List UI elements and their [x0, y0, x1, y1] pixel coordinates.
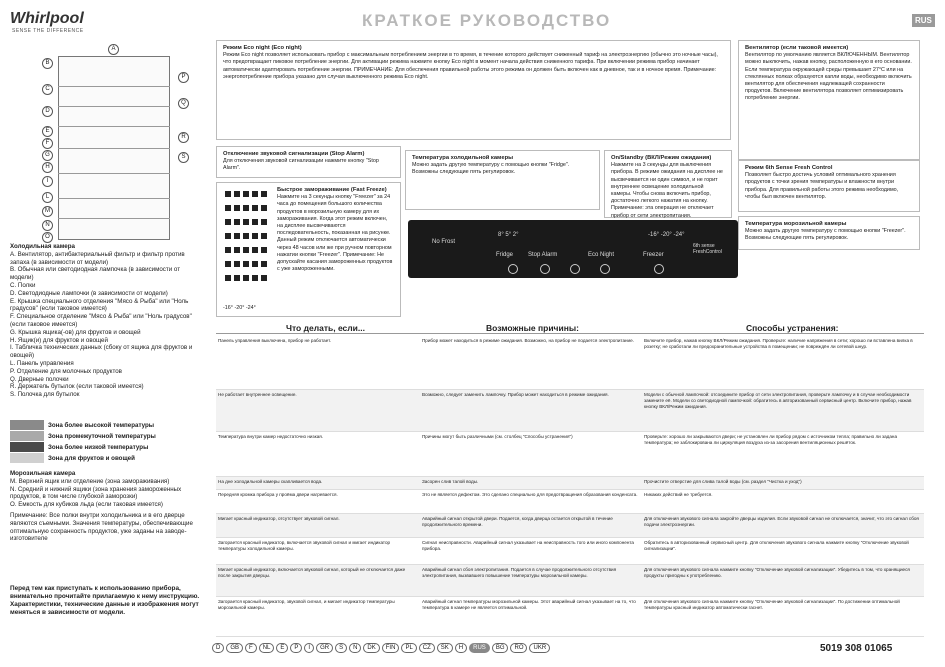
- fridge-temp-title: Температура холодильной камеры: [412, 155, 514, 161]
- on-standby-button[interactable]: [570, 264, 580, 274]
- stop-alarm-title: Отключение звуковой сигнализации (Stop Alarm): [223, 151, 365, 157]
- fan-title: Вентилятор (если таковой имеется): [745, 45, 849, 51]
- zone-swatch: [10, 453, 44, 463]
- display-segment-icon: [252, 205, 258, 211]
- zone-label: Зона для фруктов и овощей: [48, 454, 135, 462]
- display-segment-icon: [243, 205, 249, 211]
- freezer-legend-item: N. Средний и нижний ящики (зона хранения замороженных продуктов, в том числе глубокой заморозки): [10, 485, 182, 501]
- language-chip-rus: RUS: [469, 643, 490, 653]
- legend-item: G. Крышка ящика(-ов) для фруктов и овощей: [10, 328, 141, 336]
- table-row: [216, 514, 924, 538]
- temperature-zones: [10, 420, 202, 464]
- table-cell: Обратитесь в авторизованный сервисный центр. Для отключения звукового сигнала нажмите кнопку "Отключение звуковой сигнализации".: [644, 540, 909, 551]
- display-segment-icon: [261, 205, 267, 211]
- table-cell: Загорается красный индикатор, звуковой сигнал, и мигает индикатор температуры морозильной камеры.: [218, 599, 395, 610]
- stop-alarm-button[interactable]: [540, 264, 550, 274]
- legend-item: L. Панель управления: [10, 359, 74, 367]
- language-chip-dk: DK: [363, 643, 379, 653]
- display-segment-icon: [234, 261, 240, 267]
- zone-row: [10, 442, 202, 452]
- eco-night-title: Режим Eco night (Eco night): [223, 45, 302, 51]
- zone-label: Зона более высокой температуры: [48, 421, 155, 429]
- stop-alarm-text: Для отключения звуковой сигнализации нажмите кнопку "Stop Alarm".: [223, 158, 379, 172]
- fridge-label-a: A: [108, 44, 119, 55]
- display-segment-icon: [234, 233, 240, 239]
- fridge-label-m: M: [42, 206, 53, 217]
- fridge-label-o: O: [42, 232, 53, 243]
- zone-swatch: [10, 431, 44, 441]
- table-row: [216, 336, 924, 390]
- display-segment-icon: [243, 261, 249, 267]
- display-segment-icon: [234, 205, 240, 211]
- fridge-label-p: P: [178, 72, 189, 83]
- stop-alarm-box: [216, 146, 401, 178]
- shelf-line: [58, 148, 170, 149]
- panel-fridge-temps: 8° 5° 2°: [498, 232, 519, 238]
- display-segment-icon: [225, 275, 231, 281]
- on-standby-box: [604, 150, 732, 218]
- fridge-label-g: G: [42, 150, 53, 161]
- on-standby-text: Нажмите на 3 секунды для выключения прибора. В режиме ожидания на дисплее не высвечивается ни один символ, и не горит внутреннее освещение холодильной камеры. Чтобы снова включить прибор, достаточно легкого нажатия на кнопку. Примечание: эта операция не отключает прибор от сети электропитания.: [611, 162, 723, 219]
- language-badge: RUS: [912, 14, 935, 27]
- display-segment-icon: [234, 219, 240, 225]
- fridge-label-r: R: [178, 132, 189, 143]
- table-row: [216, 538, 924, 565]
- bottom-note: Перед тем как приступать к использованию прибора, внимательно прочитайте прилагаемую к нему инструкцию. Характеристики, технические данные и изображения могут меняться в зависимости от модели.: [10, 585, 200, 616]
- display-segment-icon: [252, 233, 258, 239]
- col-what-if: Что делать, если...: [286, 323, 365, 333]
- fridge-label-i: I: [42, 176, 53, 187]
- shelf-line: [58, 126, 170, 127]
- table-cell: Панель управления выключена, прибор не работает.: [218, 338, 331, 343]
- table-cell: Для отключения звукового сигнала закройте дверцы изделия. Если звуковой сигнал не отключается, значит, что это сигнал сбоя подачи электроэнергии.: [644, 516, 919, 527]
- zone-row: [10, 420, 202, 430]
- language-chip-nl: NL: [259, 643, 275, 653]
- control-panel-image: [408, 220, 738, 278]
- table-cell: Возможно, следует заменить лампочку. Прибор может находиться в режиме ожидания.: [422, 392, 609, 397]
- zone-row: [10, 431, 202, 441]
- language-list: [212, 643, 550, 653]
- freezer-temp-box: [738, 216, 920, 250]
- brand-logo: Whirlpool: [10, 10, 84, 27]
- fast-freeze-title: Быстрое замораживание (Fast Freeze): [277, 187, 387, 193]
- fast-freeze-text: Нажмите на 3 секунды кнопку "Freezer" за 24 часа до помещения большого количества продуктов в морозильную камеру для их замораживания. Когда этот режим включен, на дисплее высвечиваются последовательность, показанная на рисунке. Данный режим отключается автоматически через 48 часов или же при ручном повторном нажатии кнопки "Freezer". Примечание: Не допускайте касания замороженных продуктов с уже замороженными.: [277, 194, 393, 273]
- panel-sixth: 6th sense FreshControl: [693, 243, 722, 255]
- freezer-title: Морозильная камера: [10, 470, 76, 477]
- display-segment-icon: [225, 205, 231, 211]
- table-cell: Для отключения звукового сигнала нажмите кнопку "Отключение звуковой сигнализации". Убедитесь в том, что хранящиеся продукты пригодны к употреблению.: [644, 567, 910, 578]
- fast-freeze-temps: -16° -20° -24°: [223, 304, 256, 311]
- legend-item: D. Светодиодные лампочки (в зависимости от модели): [10, 289, 168, 297]
- language-chip-pl: PL: [401, 643, 416, 653]
- language-chip-fin: FIN: [382, 643, 400, 653]
- table-cell: Мигает красный индикатор, включается звуковой сигнал, который не отключается даже после закрытия дверцы.: [218, 567, 406, 578]
- legend-item: E. Крышка специального отделения "Мясо & Рыба" или "Ноль градусов" (если таковое имеется): [10, 297, 189, 313]
- display-segment-icon: [252, 219, 258, 225]
- display-segment-icon: [234, 275, 240, 281]
- fridge-label-q: Q: [178, 98, 189, 109]
- zone-label: Зона промежуточной температуры: [48, 432, 156, 440]
- table-row: [216, 490, 924, 514]
- shelf-line: [58, 218, 170, 219]
- fridge-label-s: S: [178, 152, 189, 163]
- display-segment-icon: [225, 247, 231, 253]
- freezer-legend-item: O. Емкость для кубиков льда (если таковая имеется): [10, 501, 163, 509]
- display-segment-icon: [261, 261, 267, 267]
- language-chip-n: N: [349, 643, 361, 653]
- table-cell: На дне холодильной камеры скапливается вода.: [218, 479, 323, 484]
- sixth-sense-box: [738, 160, 920, 212]
- fridge-temp-text: Можно задать другую температуру с помощью кнопки "Fridge". Возможны следующие пять регулировок.: [412, 162, 570, 176]
- language-chip-bg: BG: [492, 643, 509, 653]
- table-row: [216, 390, 924, 432]
- fridge-temp-box: [405, 150, 600, 210]
- display-segment-icon: [225, 219, 231, 225]
- fridge-label-f: F: [42, 138, 53, 149]
- fridge-diagram: [38, 48, 188, 242]
- legend-item: F. Специальное отделение "Мясо & Рыба" или "Ноль градусов" (если таковое имеется): [10, 313, 192, 328]
- fridge-label-d: D: [42, 106, 53, 117]
- eco-night-button[interactable]: [600, 264, 610, 274]
- panel-freezer-temps: -16° -20° -24°: [648, 232, 685, 238]
- fridge-button[interactable]: [508, 264, 518, 274]
- display-segment-icon: [243, 191, 249, 197]
- page-title: КРАТКОЕ РУКОВОДСТВО: [362, 11, 612, 30]
- display-segment-icon: [243, 233, 249, 239]
- legend-item: Q. Дверные полочки: [10, 375, 69, 383]
- table-cell: Температура внутри камер недостаточно низкая.: [218, 434, 324, 439]
- freezer-temp-text: Можно задать другую температуру с помощью кнопки "Freezer". Возможны следующие пять регулировок.: [745, 228, 906, 242]
- table-cell: Никаких действий не требуется.: [644, 492, 713, 497]
- legend-item: S. Полочка для бутылок: [10, 391, 80, 399]
- legend-item: A. Вентилятор, антибактериальный фильтр и фильтр против запаха (в зависимости от модели): [10, 250, 185, 266]
- fridge-label-l: L: [42, 192, 53, 203]
- panel-label-stop-alarm: Stop Alarm: [528, 252, 558, 258]
- table-cell: Не работает внутреннее освещение.: [218, 392, 297, 397]
- table-cell: Для отключения звукового сигнала нажмите кнопку "Отключение звуковой сигнализации". По достижении оптимальной температуры красный индикатор автоматически гаснет.: [644, 599, 900, 610]
- display-segment-icon: [261, 233, 267, 239]
- shelf-line: [58, 86, 170, 87]
- language-chip-gr: GR: [316, 643, 333, 653]
- document-code: 5019 308 01065: [820, 643, 893, 654]
- legend-item: P. Отделение для молочных продуктов: [10, 367, 122, 375]
- fridge-label-e: E: [42, 126, 53, 137]
- table-cell: Прочистите отверстие для слива талой воды (см. раздел "Чистка и уход"): [644, 479, 802, 484]
- display-segment-icon: [225, 191, 231, 197]
- table-cell: Прибор может находиться в режиме ожидания. Возможно, на прибор не подается электропитание.: [422, 338, 634, 343]
- legend-item: C. Полки: [10, 281, 36, 289]
- table-cell: Загорается красный индикатор, включается звуковой сигнал и мигает индикатор температуры холодильной камеры.: [218, 540, 391, 551]
- language-chip-f: F: [245, 643, 257, 653]
- display-segment-icon: [225, 261, 231, 267]
- display-segment-icon: [252, 247, 258, 253]
- legend-item: H. Ящик(и) для фруктов и овощей: [10, 336, 108, 344]
- zone-label: Зона более низкой температуры: [48, 443, 149, 451]
- freezer-button[interactable]: [654, 264, 664, 274]
- shelf-line: [58, 173, 170, 174]
- fridge-label-c: C: [42, 84, 53, 95]
- panel-label-eco-night: Eco Night: [588, 252, 615, 258]
- language-chip-p: P: [290, 643, 302, 653]
- table-header: [216, 322, 924, 334]
- display-segment-icon: [234, 247, 240, 253]
- legend-item: B. Обычная или светодиодная лампочка (в зависимости от модели): [10, 266, 181, 282]
- table-cell: Аварийный сигнал открытой двери. Подается, когда дверца остается открытой в течение продолжительного времени.: [422, 516, 613, 527]
- language-chip-h: H: [455, 643, 467, 653]
- table-cell: Модели с обычной лампочкой: отсоедините прибор от сети электропитания, проверьте лампочку и в случае необходимости замените её. Модели со светодиодной лампочкой: обратитесь в авторизованный сервисный центр. Включите прибор, нажав кнопку ВКЛ/Режим ожидания.: [644, 392, 912, 409]
- legend-item: R. Держатель бутылок (если таковой имеется): [10, 383, 144, 391]
- table-row: [216, 432, 924, 477]
- fridge-label-h: H: [42, 162, 53, 173]
- display-segment-icon: [261, 191, 267, 197]
- zone-swatch: [10, 420, 44, 430]
- table-cell: Передняя кромка прибора у проёма двери нагревается.: [218, 492, 338, 497]
- language-chip-sk: SK: [437, 643, 453, 653]
- display-segment-icon: [261, 219, 267, 225]
- language-chip-ukr: UKR: [529, 643, 550, 653]
- fridge-label-b: B: [42, 58, 53, 69]
- on-standby-title: On/Standby (ВКЛ/Режим ожидания): [611, 155, 712, 161]
- zone-swatch: [10, 442, 44, 452]
- language-chip-ro: RO: [510, 643, 527, 653]
- display-segment-icon: [243, 247, 249, 253]
- freezer-legend: [10, 470, 202, 543]
- shelf-line: [58, 198, 170, 199]
- display-segment-icon: [243, 275, 249, 281]
- table-cell: Засорен слив талой воды.: [422, 479, 479, 484]
- sixth-sense-title: Режим 6th Sense Fresh Control: [745, 165, 833, 171]
- fan-box: [738, 40, 920, 160]
- display-segment-icon: [261, 247, 267, 253]
- fridge-title: Холодильная камера: [10, 243, 75, 250]
- table-row: [216, 565, 924, 597]
- brand-tagline: SENSE THE DIFFERENCE: [12, 28, 84, 34]
- panel-label-freezer: Freezer: [643, 252, 664, 258]
- language-chip-gb: GB: [226, 643, 243, 653]
- display-segment-icon: [261, 275, 267, 281]
- table-cell: Аварийный сигнал сбоя электропитания. Подается в случае продолжительного отсутствия электропитания, вызвавшего повышение температуры морозильной камеры.: [422, 567, 617, 578]
- language-chip-cz: CZ: [419, 643, 435, 653]
- fan-text: Вентилятор по умолчанию является ВКЛЮЧЕННЫМ. Вентилятор можно выключить, нажав кнопку, расположенную в его основании. Если температура окружающей среды превышает 27°C или на стеклянных полках образуются капли воды, необходимо включить вентилятор для обеспечения надлежащей сохранности продуктов. Включение вентилятора позволяет оптимизировать потребление энергии.: [745, 52, 912, 102]
- display-segment-icon: [225, 233, 231, 239]
- table-cell: Проверьте: хорошо ли закрываются двери; не установлен ли прибор рядом с источником тепла; правильно ли задана температура; не заблокирована ли циркуляция воздуха из-за засорения вентиляционных решёток.: [644, 434, 898, 445]
- legend: [10, 243, 202, 399]
- fridge-label-n: N: [42, 220, 53, 231]
- table-row: [216, 477, 924, 490]
- col-causes: Возможные причины:: [486, 323, 579, 333]
- table-cell: Сигнал неисправности. Аварийный сигнал указывает на неисправность того или иного компонента прибора.: [422, 540, 634, 551]
- display-segment-icon: [252, 261, 258, 267]
- col-solutions: Способы устранения:: [746, 323, 839, 333]
- table-cell: Это не является дефектом. Это сделано специально для предотвращения образования конденсата.: [422, 492, 638, 497]
- table-row: [216, 597, 924, 637]
- freezer-legend-item: M. Верхний ящик или отделение (зона замораживания): [10, 477, 170, 485]
- freezer-temp-title: Температура морозильной камеры: [745, 221, 847, 227]
- display-segment-icon: [252, 191, 258, 197]
- eco-night-box: [216, 40, 731, 140]
- zone-row: [10, 453, 202, 463]
- table-cell: Включите прибор, нажав кнопку ВКЛ/Режим ожидания. Проверьте: наличие напряжения в сети; хорошо ли вставлена вилка в розетку; не сработали ли предохранительные устройства в помещении; не повреждён ли сетевой шнур.: [644, 338, 913, 349]
- display-segment-icon: [252, 275, 258, 281]
- sixth-sense-text: Позволяет быстро достичь условий оптимального хранения продуктов с точки зрения температуры и влажности внутри прибора. Для правильной работы этого режима необходимо, чтобы был включен вентилятор.: [745, 172, 899, 200]
- table-cell: Причины могут быть различными (см. столбец "Способы устранения"): [422, 434, 573, 439]
- language-chip-d: D: [212, 643, 224, 653]
- legend-note: Примечание: Все полки внутри холодильника и в его дверце являются съемными. Значения температуры, обеспечивающие оптимальную сохранность продуктов, уже заданы на заводе-изготовителе: [10, 511, 193, 543]
- eco-night-text: Режим Eco night позволяет использовать прибор с максимальным потреблением энергии в то время, в течение которого действует сниженный тариф на электроэнергию (обычно это ночные часы), что предотвращает пиковое потребление энергии. Для активации режима нажмите кнопку Eco night в момент начала действия сниженного тарифа. При включении режима прибор начинает автоматически адаптировать потребление энергии. ПРИМЕЧАНИЕ: Для обеспечения правильной работы этого режима он должен быть включен как в дневное, так и в ночное время. Примечание: энергопотребление прибора указано для случая выключенного режима Eco night.: [223, 52, 718, 80]
- language-chip-e: E: [276, 643, 288, 653]
- shelf-line: [58, 106, 170, 107]
- fast-freeze-box: [216, 182, 401, 317]
- table-cell: Мигает красный индикатор, отсутствует звуковой сигнал.: [218, 516, 340, 521]
- display-segment-icon: [234, 191, 240, 197]
- panel-brand: No Frost: [432, 239, 456, 245]
- legend-item: I. Табличка технических данных (сбоку от ящика для фруктов и овощей): [10, 344, 193, 360]
- language-chip-s: S: [335, 643, 347, 653]
- table-cell: Аварийный сигнал температуры морозильной камеры. Этот аварийный сигнал указывает на то, что температура в камере не является оптимальной.: [422, 599, 636, 610]
- panel-label-fridge: Fridge: [496, 252, 514, 258]
- display-segment-icon: [243, 219, 249, 225]
- language-chip-i: I: [304, 643, 314, 653]
